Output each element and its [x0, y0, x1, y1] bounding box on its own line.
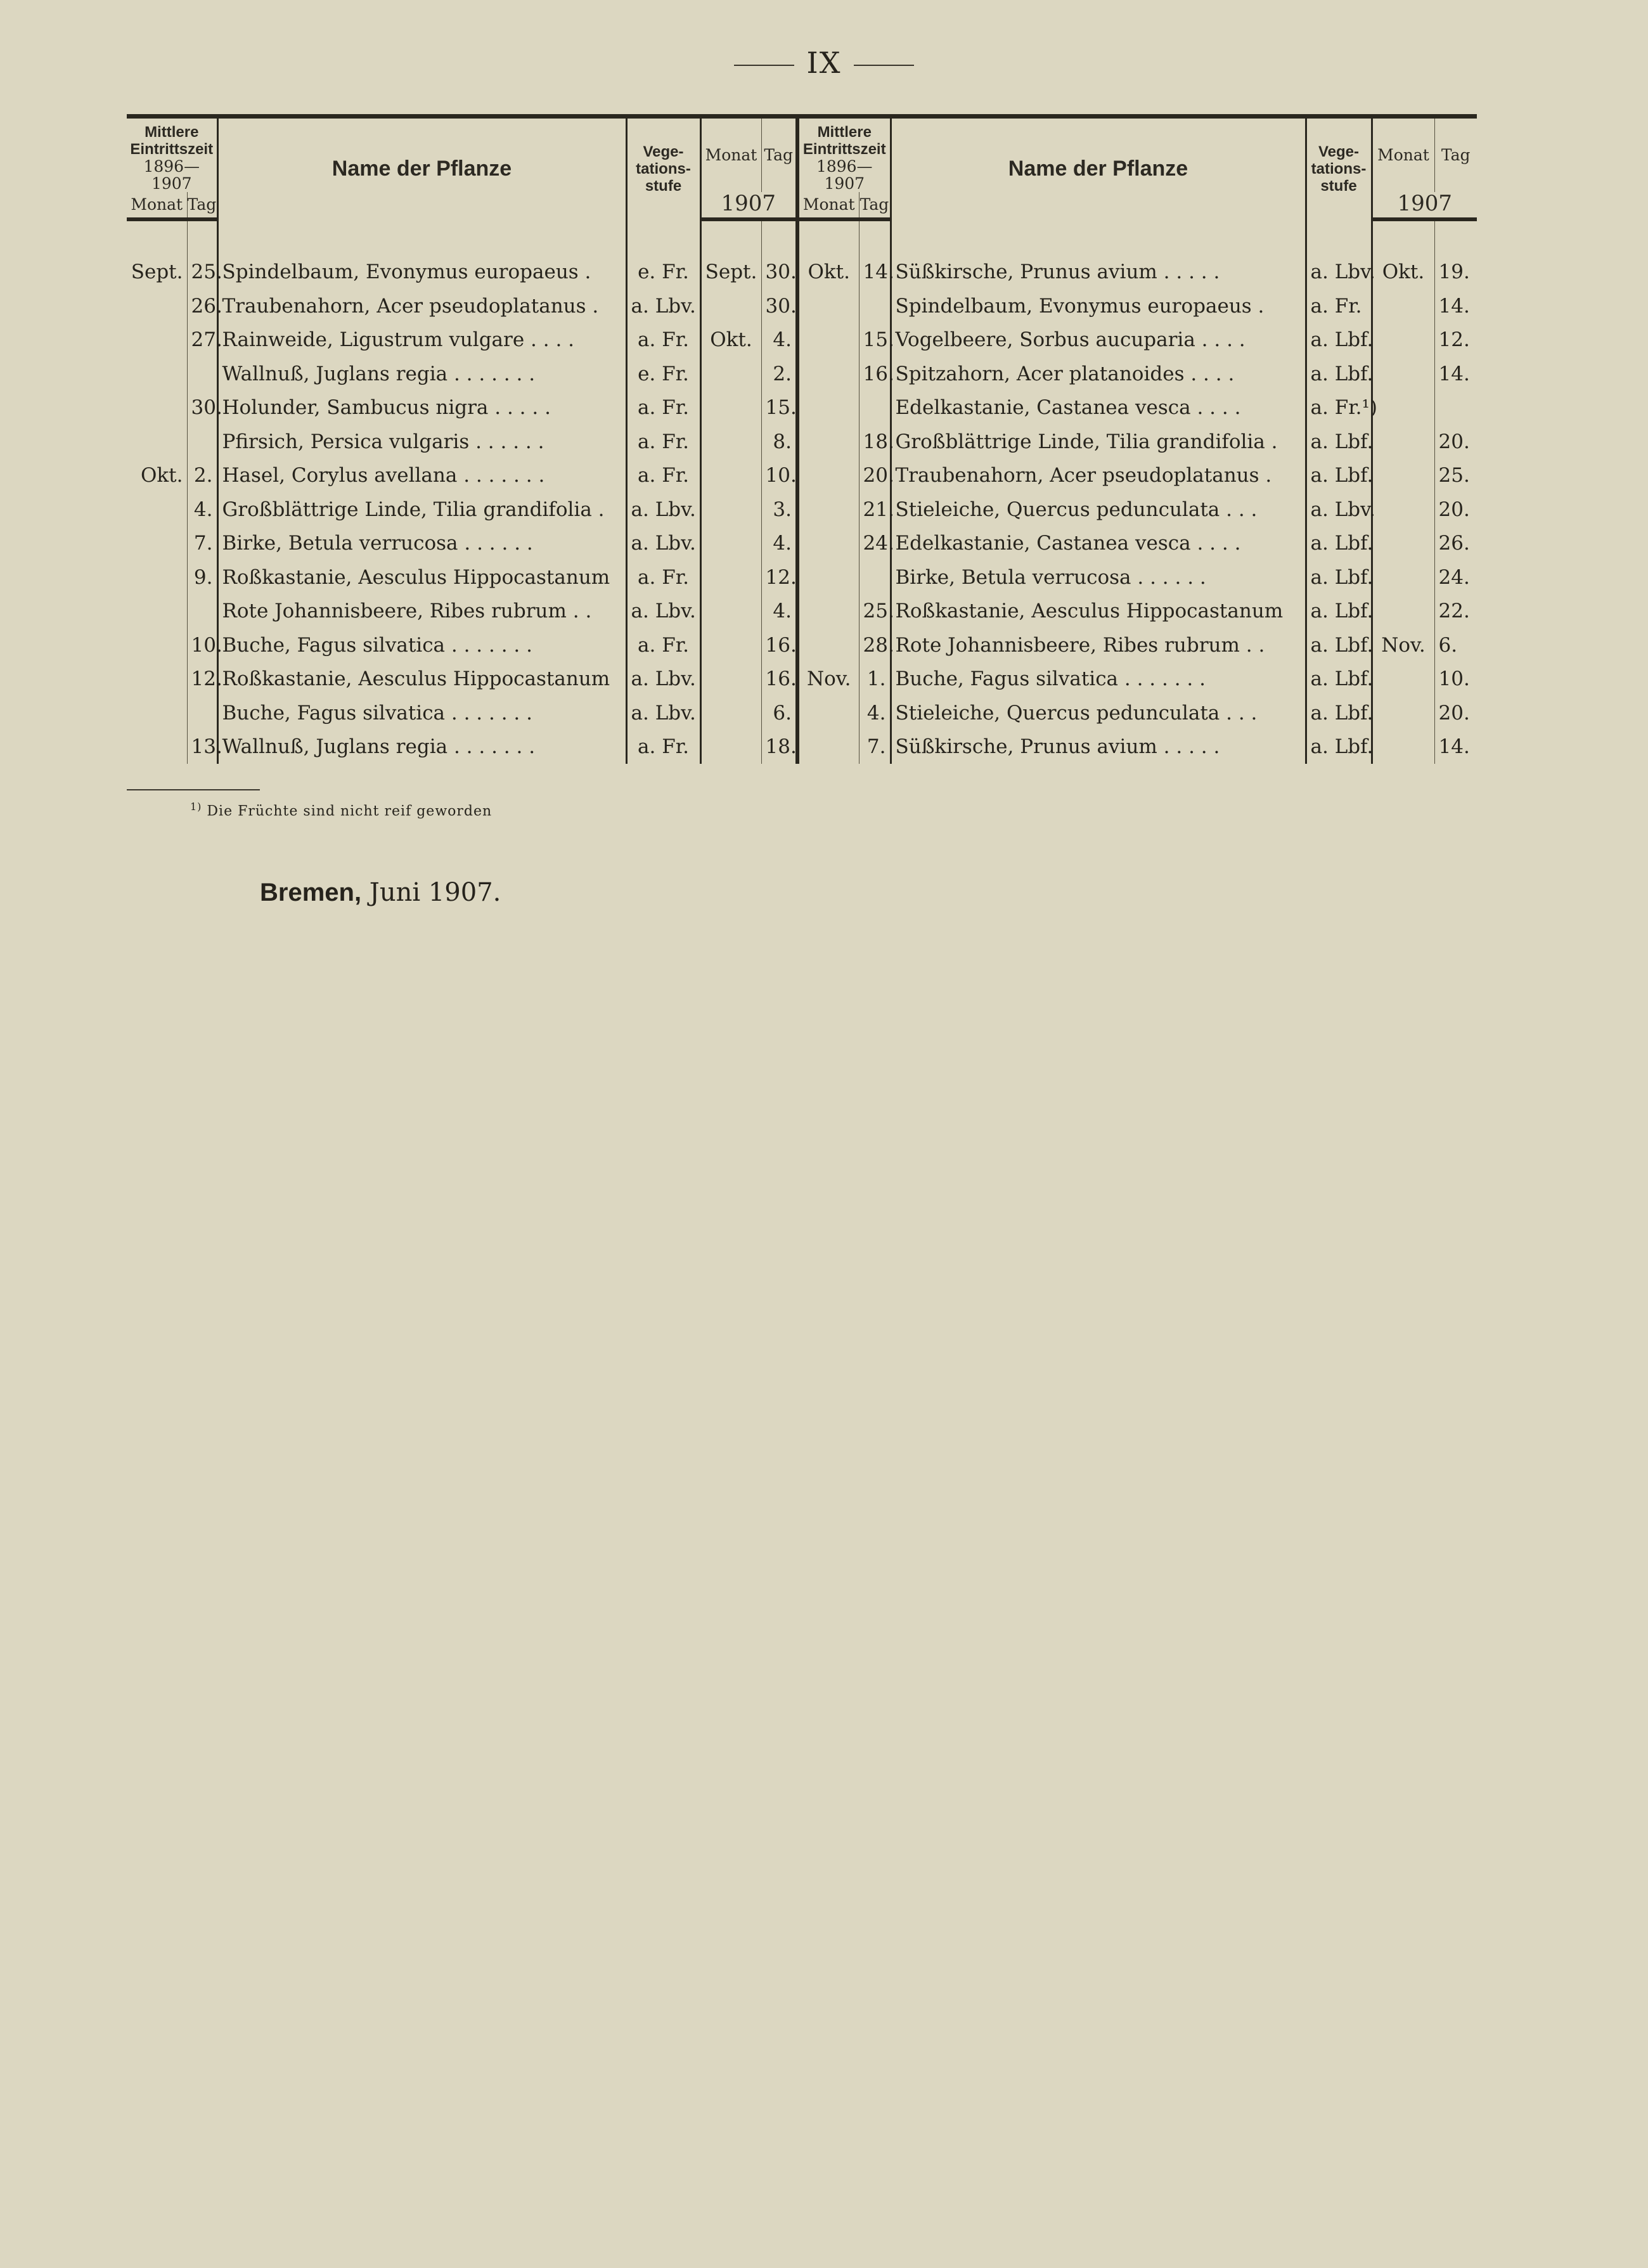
right-month-1907: [1372, 527, 1434, 561]
right-stage-header: Vege- tations- stufe: [1306, 119, 1372, 219]
right-mean-day: [859, 289, 891, 323]
header-rule-left: [734, 65, 794, 66]
right-day-1907: 20.: [1438, 498, 1470, 521]
left-vegetation-stage: e. Fr.: [626, 255, 700, 290]
spacer-cell: [626, 219, 700, 255]
left-mean-day: [187, 595, 217, 629]
left-mean-day: 4.: [187, 493, 217, 527]
right-mean-month: Okt.: [797, 255, 859, 290]
left-day-1907: 12.: [761, 560, 797, 595]
right-mean-day: 28.: [859, 628, 891, 662]
right-plant-name: Edelkastanie, Castanea vesca . . . .: [891, 391, 1306, 425]
left-month-1907: [700, 459, 761, 493]
left-plant-name: Wallnuß, Juglans regia . . . . . . .: [217, 730, 626, 764]
left-month-1907: [700, 628, 761, 662]
left-mean-day: [187, 357, 217, 391]
data-table: [127, 119, 1477, 764]
right-mean-day: 15.: [859, 323, 891, 358]
left-mittlere-tag: Tag: [187, 192, 217, 219]
left-day-1907: 30.: [761, 255, 797, 290]
right-plant-name: Stieleiche, Quercus pedunculata . . .: [891, 493, 1306, 527]
right-day-1907: 14.: [1438, 294, 1470, 318]
left-vegetation-stage: a. Lbv.: [626, 662, 700, 697]
left-mean-month: [127, 289, 187, 323]
right-month-1907: [1372, 560, 1434, 595]
left-day-1907: 18.: [761, 730, 797, 764]
table-row: [127, 560, 1477, 595]
right-mean-month: [797, 560, 859, 595]
left-stage-header: Vege- tations- stufe: [626, 119, 700, 219]
left-mean-month: [127, 323, 187, 358]
right-plant-name: Traubenahorn, Acer pseudoplatanus .: [891, 459, 1306, 493]
left-plant-name: Rainweide, Ligustrum vulgare . . . .: [217, 323, 626, 358]
spacer-cell: [1372, 219, 1434, 255]
right-vegetation-stage: a. Fr.: [1306, 289, 1372, 323]
right-mean-day: 20.: [859, 459, 891, 493]
right-day-1907: 25.: [1438, 464, 1470, 487]
phenology-table: [127, 114, 1477, 764]
right-plant-name: Spindelbaum, Evonymus europaeus .: [891, 289, 1306, 323]
left-vegetation-stage: a. Fr.: [626, 560, 700, 595]
left-day-header: Tag: [761, 119, 797, 192]
footnote-text: Die Früchte sind nicht reif geworden: [207, 803, 492, 820]
left-mean-month: [127, 628, 187, 662]
right-vegetation-stage: a. Lbf.: [1306, 425, 1372, 459]
right-day-1907: 14.: [1438, 735, 1470, 759]
spacer-cell: [859, 219, 891, 255]
left-mean-month: [127, 493, 187, 527]
right-vegetation-stage: a. Lbf.: [1306, 560, 1372, 595]
left-month-1907: [700, 289, 761, 323]
right-mean-month: [797, 696, 859, 730]
table-row: [127, 493, 1477, 527]
right-vegetation-stage: a. Lbf.: [1306, 357, 1372, 391]
right-vegetation-stage: a. Lbf.: [1306, 696, 1372, 730]
right-mean-month: [797, 730, 859, 764]
right-mean-month: [797, 323, 859, 358]
page-number: [0, 46, 1648, 80]
left-day-1907: 16.: [761, 628, 797, 662]
right-mean-day: 24.: [859, 527, 891, 561]
left-mean-month: [127, 560, 187, 595]
left-day-1907: 15.: [761, 391, 797, 425]
right-plant-name: Rote Johannisbeere, Ribes rubrum . .: [891, 628, 1306, 662]
left-mean-month: [127, 357, 187, 391]
table-row: [127, 662, 1477, 697]
left-mean-month: [127, 696, 187, 730]
left-vegetation-stage: a. Lbv.: [626, 527, 700, 561]
table-row: [127, 595, 1477, 629]
spacer-row: [127, 219, 1477, 255]
left-plant-name: Traubenahorn, Acer pseudoplatanus .: [217, 289, 626, 323]
spacer-cell: [891, 219, 1306, 255]
left-mean-month: [127, 527, 187, 561]
left-plant-name: Spindelbaum, Evonymus europaeus .: [217, 255, 626, 290]
right-day-1907: 20.: [1438, 430, 1470, 453]
table-row: [127, 425, 1477, 459]
right-mean-day: 1.: [859, 662, 891, 697]
right-day-header: Tag: [1441, 146, 1471, 164]
left-plant-name: Roßkastanie, Aesculus Hippocastanum: [217, 662, 626, 697]
right-plant-name: Vogelbeere, Sorbus aucuparia . . . .: [891, 323, 1306, 358]
left-month-1907: [700, 527, 761, 561]
left-plant-name: Pfirsich, Persica vulgaris . . . . . .: [217, 425, 626, 459]
left-plant-name: Holunder, Sambucus nigra . . . . .: [217, 391, 626, 425]
left-day-1907: 4.: [761, 595, 797, 629]
left-mean-day: 27.: [187, 323, 217, 358]
left-mittlere-header: Mittlere Eintrittszeit 1896—1907: [127, 119, 217, 192]
right-vegetation-stage: a. Lbv.: [1306, 255, 1372, 290]
place-date: [260, 878, 501, 907]
right-vegetation-stage: a. Lbv.: [1306, 493, 1372, 527]
right-year: 1907: [1372, 192, 1477, 219]
right-mean-day: 14.: [859, 255, 891, 290]
left-plant-name: Großblättrige Linde, Tilia grandifolia .: [217, 493, 626, 527]
right-month-header: Monat: [1372, 119, 1434, 192]
right-mean-day: 4.: [859, 696, 891, 730]
left-month-1907: [700, 595, 761, 629]
left-vegetation-stage: a. Fr.: [626, 459, 700, 493]
right-plant-name: Birke, Betula verrucosa . . . . . .: [891, 560, 1306, 595]
right-day-1907: 22.: [1438, 600, 1470, 623]
right-mean-day: 18.: [859, 425, 891, 459]
left-day-1907: 8.: [761, 425, 797, 459]
right-mean-day: [859, 391, 891, 425]
right-month-1907: [1372, 459, 1434, 493]
right-day-1907: 26.: [1438, 532, 1470, 555]
left-mean-day: 10.: [187, 628, 217, 662]
right-mean-day: 25.: [859, 595, 891, 629]
footnote-mark: 1): [190, 801, 202, 813]
left-mean-month: [127, 595, 187, 629]
right-month-1907: [1372, 425, 1434, 459]
left-mean-month: [127, 662, 187, 697]
left-month-1907: [700, 730, 761, 764]
spacer-cell: [127, 219, 187, 255]
left-plant-name: Buche, Fagus silvatica . . . . . . .: [217, 696, 626, 730]
left-mean-day: 9.: [187, 560, 217, 595]
right-month-1907: [1372, 323, 1434, 358]
left-mean-day: 25.: [187, 255, 217, 290]
right-name-header: Name der Pflanze: [891, 119, 1306, 219]
left-month-1907: [700, 391, 761, 425]
left-day-1907: 3.: [761, 493, 797, 527]
right-mean-month: [797, 459, 859, 493]
place-city: Bremen,: [260, 879, 362, 906]
right-month-1907: [1372, 391, 1434, 425]
table-row: [127, 357, 1477, 391]
right-plant-name: Buche, Fagus silvatica . . . . . . .: [891, 662, 1306, 697]
left-plant-name: Roßkastanie, Aesculus Hippocastanum: [217, 560, 626, 595]
left-mean-month: [127, 391, 187, 425]
right-day-1907: 10.: [1438, 667, 1470, 691]
left-month-1907: [700, 357, 761, 391]
left-vegetation-stage: a. Fr.: [626, 628, 700, 662]
right-plant-name: Spitzahorn, Acer platanoides . . . .: [891, 357, 1306, 391]
left-plant-name: Buche, Fagus silvatica . . . . . . .: [217, 628, 626, 662]
left-day-1907: 16.: [761, 662, 797, 697]
right-day-1907: 20.: [1438, 701, 1470, 725]
left-plant-name: Wallnuß, Juglans regia . . . . . . .: [217, 357, 626, 391]
left-vegetation-stage: a. Lbv.: [626, 289, 700, 323]
right-day-1907: 6.: [1438, 633, 1458, 657]
right-vegetation-stage: a. Lbf.: [1306, 527, 1372, 561]
right-mean-month: [797, 391, 859, 425]
left-mean-month: [127, 425, 187, 459]
spacer-cell: [1434, 219, 1477, 255]
spacer-cell: [217, 219, 626, 255]
left-vegetation-stage: e. Fr.: [626, 357, 700, 391]
left-plant-name: Hasel, Corylus avellana . . . . . . .: [217, 459, 626, 493]
left-name-header: Name der Pflanze: [217, 119, 626, 219]
header-row-1: [127, 119, 1477, 192]
right-day-1907: [1434, 391, 1477, 425]
table-top-rule: [127, 114, 1477, 119]
right-month-1907: [1372, 696, 1434, 730]
right-plant-name: Süßkirsche, Prunus avium . . . . .: [891, 730, 1306, 764]
right-mean-month: [797, 595, 859, 629]
right-day-1907: 24.: [1438, 565, 1470, 589]
left-mean-day: [187, 425, 217, 459]
left-mean-day: 26.: [187, 289, 217, 323]
right-plant-name: Großblättrige Linde, Tilia grandifolia .: [891, 425, 1306, 459]
right-month-1907: [1372, 730, 1434, 764]
right-mean-month: [797, 493, 859, 527]
page-number-text: IX: [806, 46, 842, 80]
left-month-1907: [700, 696, 761, 730]
right-mittlere-monat: Monat: [797, 192, 859, 219]
left-mean-month: Sept.: [127, 255, 187, 290]
left-plant-name: Birke, Betula verrucosa . . . . . .: [217, 527, 626, 561]
right-vegetation-stage: a. Lbf.: [1306, 595, 1372, 629]
right-plant-name: Roßkastanie, Aesculus Hippocastanum: [891, 595, 1306, 629]
right-vegetation-stage: a. Lbf.: [1306, 323, 1372, 358]
right-month-1907: Okt.: [1372, 255, 1434, 290]
left-vegetation-stage: a. Lbv.: [626, 493, 700, 527]
right-plant-name: Süßkirsche, Prunus avium . . . . .: [891, 255, 1306, 290]
left-mean-day: 13.: [187, 730, 217, 764]
right-mean-day: 16.: [859, 357, 891, 391]
left-month-1907: Sept.: [700, 255, 761, 290]
right-month-1907: [1372, 662, 1434, 697]
right-mean-month: [797, 527, 859, 561]
right-mean-month: [797, 289, 859, 323]
right-month-1907: [1372, 357, 1434, 391]
table-row: [127, 696, 1477, 730]
left-day-1907: 10.: [761, 459, 797, 493]
left-month-1907: [700, 662, 761, 697]
right-month-1907: [1372, 493, 1434, 527]
left-month-1907: [700, 493, 761, 527]
table-row: [127, 391, 1477, 425]
right-month-1907: [1372, 595, 1434, 629]
spacer-cell: [700, 219, 761, 255]
left-vegetation-stage: a. Lbv.: [626, 696, 700, 730]
footnote-rule: [127, 789, 260, 790]
place-date-text: Juni 1907.: [369, 878, 501, 907]
right-mean-day: 21.: [859, 493, 891, 527]
left-day-1907: 4.: [761, 323, 797, 358]
spacer-cell: [187, 219, 217, 255]
table-row: [127, 730, 1477, 764]
footnote: [190, 801, 492, 819]
left-mittlere-monat: Monat: [127, 192, 187, 219]
right-mittlere-tag: Tag: [859, 192, 891, 219]
right-day-1907: 14.: [1438, 362, 1470, 385]
spacer-cell: [797, 219, 859, 255]
right-mean-month: [797, 425, 859, 459]
left-plant-name: Rote Johannisbeere, Ribes rubrum . .: [217, 595, 626, 629]
left-month-header: Monat: [700, 119, 761, 192]
left-vegetation-stage: a. Lbv.: [626, 595, 700, 629]
left-month-1907: [700, 425, 761, 459]
right-vegetation-stage: a. Lbf.: [1306, 730, 1372, 764]
left-vegetation-stage: a. Fr.: [626, 323, 700, 358]
right-mean-day: 7.: [859, 730, 891, 764]
left-mean-month: [127, 730, 187, 764]
left-mean-day: 2.: [187, 459, 217, 493]
left-day-1907: 6.: [761, 696, 797, 730]
left-vegetation-stage: a. Fr.: [626, 730, 700, 764]
left-month-1907: [700, 560, 761, 595]
spacer-cell: [761, 219, 797, 255]
left-month-1907: Okt.: [700, 323, 761, 358]
right-plant-name: Stieleiche, Quercus pedunculata . . .: [891, 696, 1306, 730]
left-mean-month: Okt.: [127, 459, 187, 493]
table-body: [127, 219, 1477, 764]
table-row: [127, 255, 1477, 290]
right-mean-month: [797, 628, 859, 662]
header-rule-right: [854, 65, 914, 66]
right-day-1907: 12.: [1438, 328, 1470, 352]
right-plant-name: Edelkastanie, Castanea vesca . . . .: [891, 527, 1306, 561]
left-mean-day: 7.: [187, 527, 217, 561]
right-vegetation-stage: a. Lbf.: [1306, 459, 1372, 493]
left-year: 1907: [700, 192, 797, 219]
right-vegetation-stage: a. Lbf.: [1306, 662, 1372, 697]
left-day-1907: 2.: [761, 357, 797, 391]
right-month-1907: Nov.: [1372, 628, 1434, 662]
table-row: [127, 323, 1477, 358]
right-mean-day: [859, 560, 891, 595]
right-day-1907: 19.: [1438, 261, 1470, 284]
left-vegetation-stage: a. Fr.: [626, 425, 700, 459]
table-row: [127, 527, 1477, 561]
left-mean-day: 12.: [187, 662, 217, 697]
table-row: [127, 628, 1477, 662]
table-row: [127, 459, 1477, 493]
right-mean-month: Nov.: [797, 662, 859, 697]
right-mittlere-header: Mittlere Eintrittszeit 1896—1907: [797, 119, 891, 192]
left-mean-day: [187, 696, 217, 730]
left-day-1907: 4.: [761, 527, 797, 561]
spacer-cell: [1306, 219, 1372, 255]
right-vegetation-stage: a. Fr.¹): [1306, 391, 1372, 425]
right-month-1907: [1372, 289, 1434, 323]
table-row: [127, 289, 1477, 323]
left-mean-day: 30.: [187, 391, 217, 425]
left-vegetation-stage: a. Fr.: [626, 391, 700, 425]
right-vegetation-stage: a. Lbf.: [1306, 628, 1372, 662]
right-mean-month: [797, 357, 859, 391]
left-day-1907: 30.: [761, 289, 797, 323]
